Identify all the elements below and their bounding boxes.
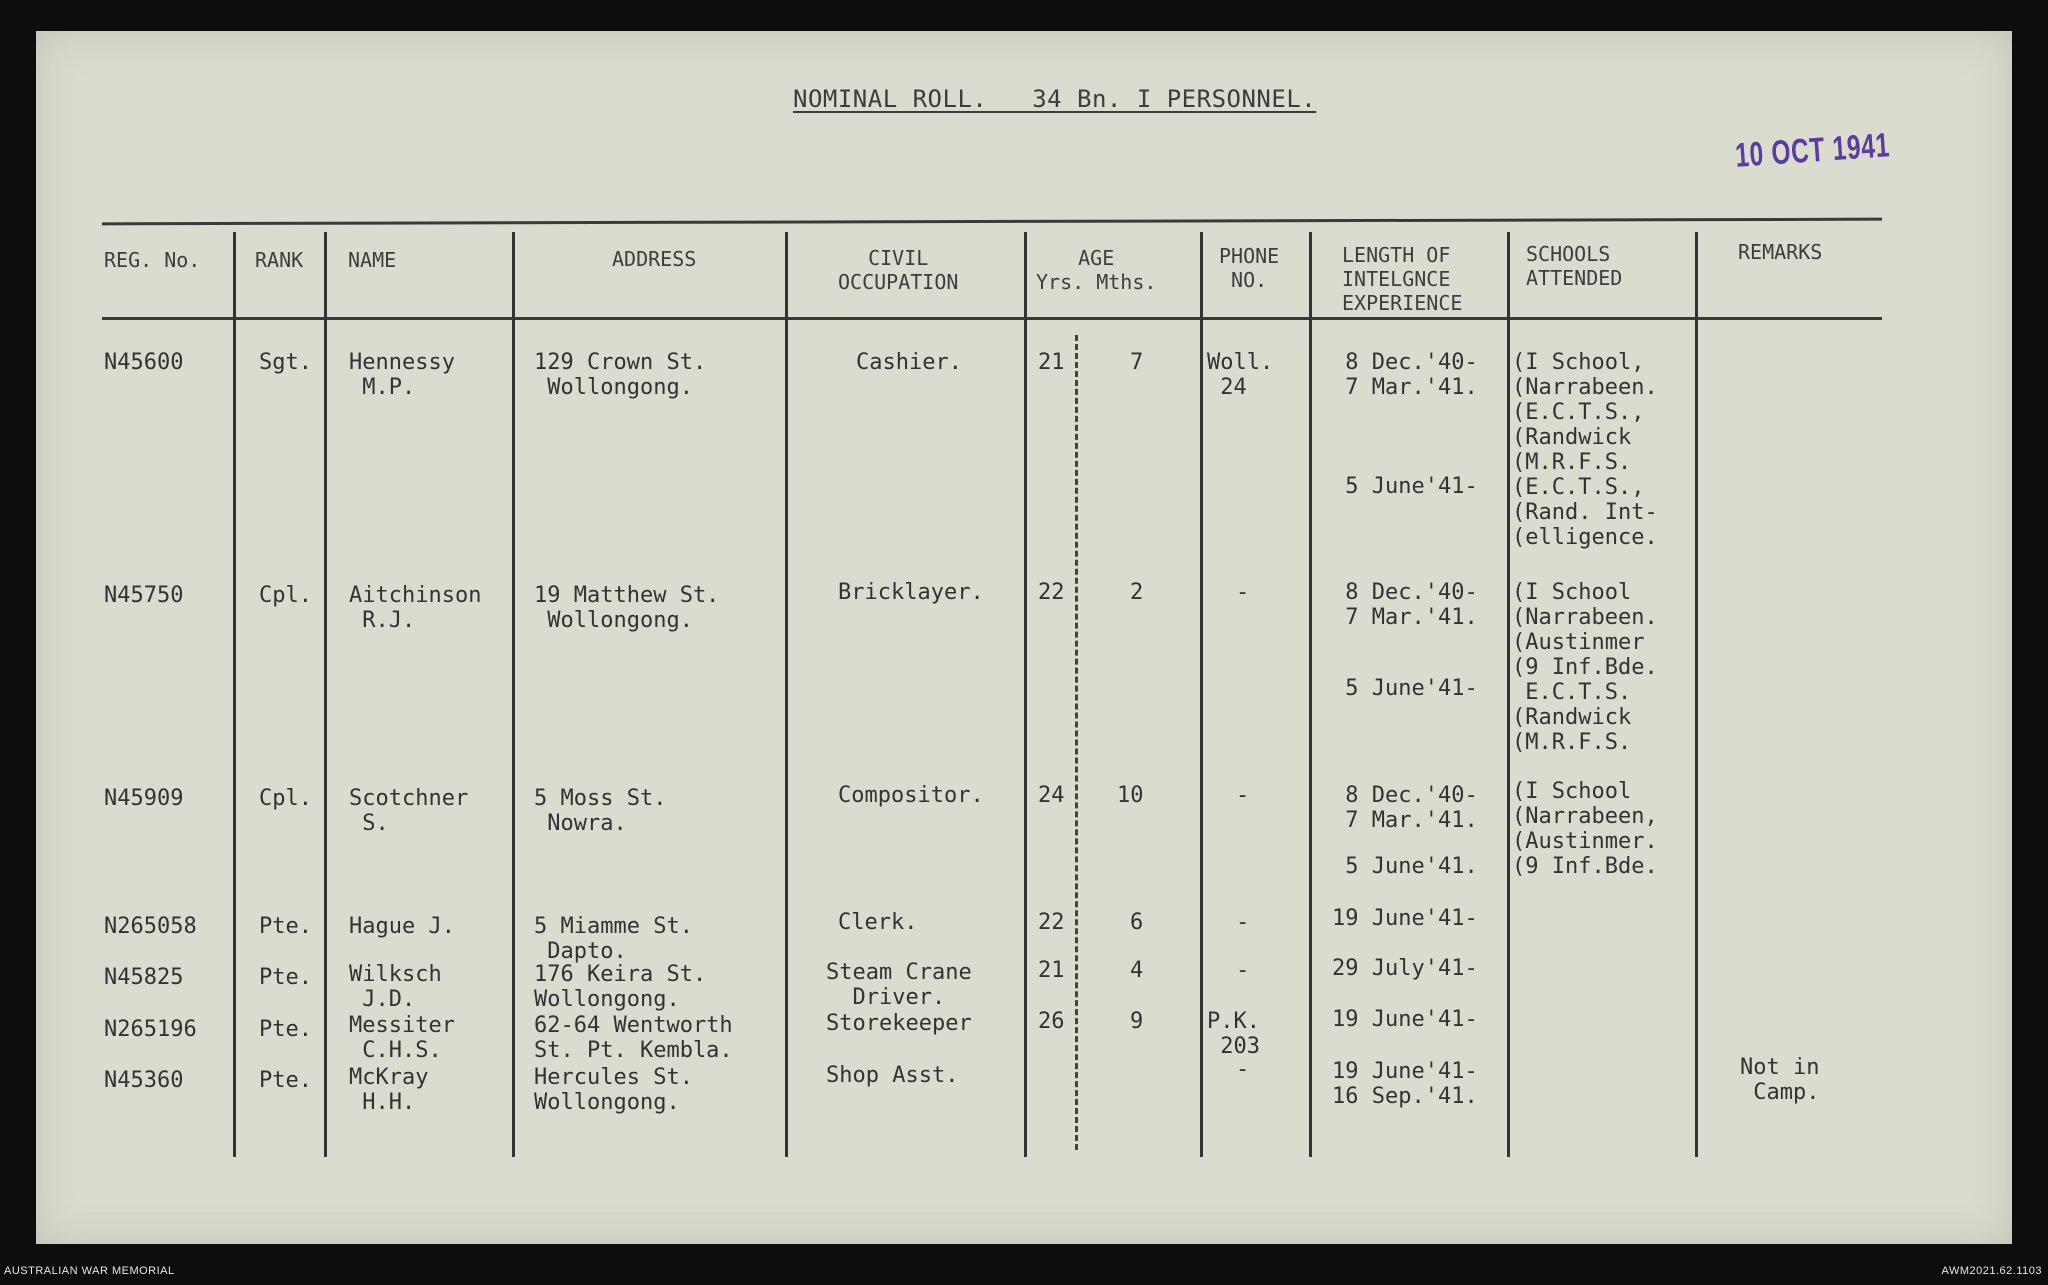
cell-age-years: 24 [1038,783,1065,808]
cell-experience: 8 Dec.'40- 7 Mar.'41. [1345,580,1478,630]
column-divider [233,232,236,1157]
date-stamp: 10 OCT 1941 [1734,126,1892,175]
cell-experience: 29 July'41- [1332,956,1478,981]
cell-occupation: Bricklayer. [838,580,984,605]
cell-experience-later: 5 June'41. [1332,854,1478,879]
cell-reg-no: N265196 [104,1017,197,1042]
cell-address: 5 Miamme St. Dapto. [534,914,693,964]
header-rank: RANK [255,248,304,272]
header-civil-occupation: CIVIL OCCUPATION [838,246,959,294]
cell-name: Scotchner S. [349,786,469,836]
cell-experience: 8 Dec.'40- 7 Mar.'41. [1345,350,1478,400]
header-remarks: REMARKS [1738,240,1823,264]
cell-reg-no: N265058 [104,914,197,939]
cell-age-months: 9 [1130,1009,1144,1034]
cell-occupation: Clerk. [838,910,918,935]
cell-phone: P.K. 203 [1207,1009,1260,1059]
column-divider [1200,232,1203,1157]
cell-age-months: 4 [1130,958,1144,983]
cell-reg-no: N45360 [104,1068,184,1093]
header-address: ADDRESS [612,247,697,271]
cell-address: 176 Keira St. Wollongong. [534,962,707,1012]
cell-rank: Sgt. [259,350,312,375]
cell-age-months: 6 [1130,910,1144,935]
cell-age-months: 10 [1117,783,1144,808]
cell-phone: Woll. 24 [1207,350,1274,400]
column-divider [1507,232,1510,1157]
header-age: AGE Yrs. Mths. [1036,246,1157,294]
header-phone-no: PHONE NO. [1219,244,1280,292]
cell-address: Hercules St. Wollongong. [534,1065,693,1115]
cell-experience: 19 June'41- 16 Sep.'41. [1332,1059,1478,1109]
column-divider [512,232,515,1157]
cell-age-years: 22 [1038,910,1065,935]
cell-address: 5 Moss St. Nowra. [534,786,667,836]
cell-address: 129 Crown St. Wollongong. [534,350,707,400]
footer-credit: AUSTRALIAN WAR MEMORIAL [4,1265,175,1277]
cell-experience: 19 June'41- [1332,1007,1478,1032]
document-title: NOMINAL ROLL. 34 Bn. I PERSONNEL. [793,85,1317,113]
cell-experience: 8 Dec.'40- 7 Mar.'41. [1345,783,1478,833]
cell-phone: - [1236,580,1250,605]
cell-occupation: Shop Asst. [826,1063,959,1088]
cell-occupation: Storekeeper [826,1011,972,1036]
cell-rank: Pte. [259,965,312,990]
cell-address: 62-64 Wentworth St. Pt. Kembla. [534,1013,733,1063]
cell-age-years: 22 [1038,580,1065,605]
footer-accession-number: AWM2021.62.1103 [1941,1265,2042,1277]
column-divider [324,232,327,1157]
cell-reg-no: N45750 [104,583,184,608]
column-divider [1309,232,1312,1157]
cell-occupation: Cashier. [856,350,962,375]
cell-age-months: 2 [1130,580,1144,605]
header-name: NAME [348,248,397,272]
column-divider [785,232,788,1157]
cell-rank: Cpl. [259,583,312,608]
cell-schools: (I School, (Narrabeen. (E.C.T.S., (Randwick (M.R.F.S. (E.C.T.S., (Rand. Int- (elligence. [1512,350,1658,550]
cell-name: Hague J. [349,914,455,939]
cell-address: 19 Matthew St. Wollongong. [534,583,720,633]
cell-age-years: 21 [1038,350,1065,375]
age-dashed-divider [1075,335,1078,1150]
cell-occupation: Steam Crane Driver. [826,960,972,1010]
cell-schools: (I School (Narrabeen. (Austinmer (9 Inf.Bde. E.C.T.S. (Randwick (M.R.F.S. [1512,580,1658,755]
cell-phone: - [1236,1057,1250,1082]
cell-rank: Pte. [259,1017,312,1042]
header-reg-no: REG. No. [104,248,201,272]
cell-reg-no: N45600 [104,350,184,375]
cell-name: Hennessy M.P. [349,350,455,400]
cell-phone: - [1236,783,1250,808]
cell-experience: 19 June'41- [1332,906,1478,931]
cell-remarks: Not in Camp. [1740,1055,1820,1105]
column-divider [1024,232,1027,1157]
cell-occupation: Compositor. [838,783,984,808]
header-schools: SCHOOLS ATTENDED [1526,242,1623,290]
column-divider [1695,232,1698,1157]
cell-experience-later: 5 June'41- [1332,676,1478,701]
cell-name: Aitchinson R.J. [349,583,482,633]
cell-phone: - [1236,910,1250,935]
cell-name: McKray H.H. [349,1065,429,1115]
cell-schools: (I School (Narrabeen, (Austinmer. (9 Inf.Bde. [1512,779,1658,879]
cell-rank: Pte. [259,914,312,939]
cell-name: Wilksch J.D. [349,962,442,1012]
cell-reg-no: N45825 [104,965,184,990]
cell-rank: Cpl. [259,786,312,811]
cell-experience-later: 5 June'41- [1332,474,1478,499]
table-header-rule [102,317,1882,320]
cell-phone: - [1236,958,1250,983]
cell-age-years: 21 [1038,958,1065,983]
cell-rank: Pte. [259,1068,312,1093]
header-experience: LENGTH OF INTELGNCE EXPERIENCE [1342,243,1463,315]
cell-name: Messiter C.H.S. [349,1013,455,1063]
cell-reg-no: N45909 [104,786,184,811]
cell-age-years: 26 [1038,1009,1065,1034]
cell-age-months: 7 [1130,350,1144,375]
